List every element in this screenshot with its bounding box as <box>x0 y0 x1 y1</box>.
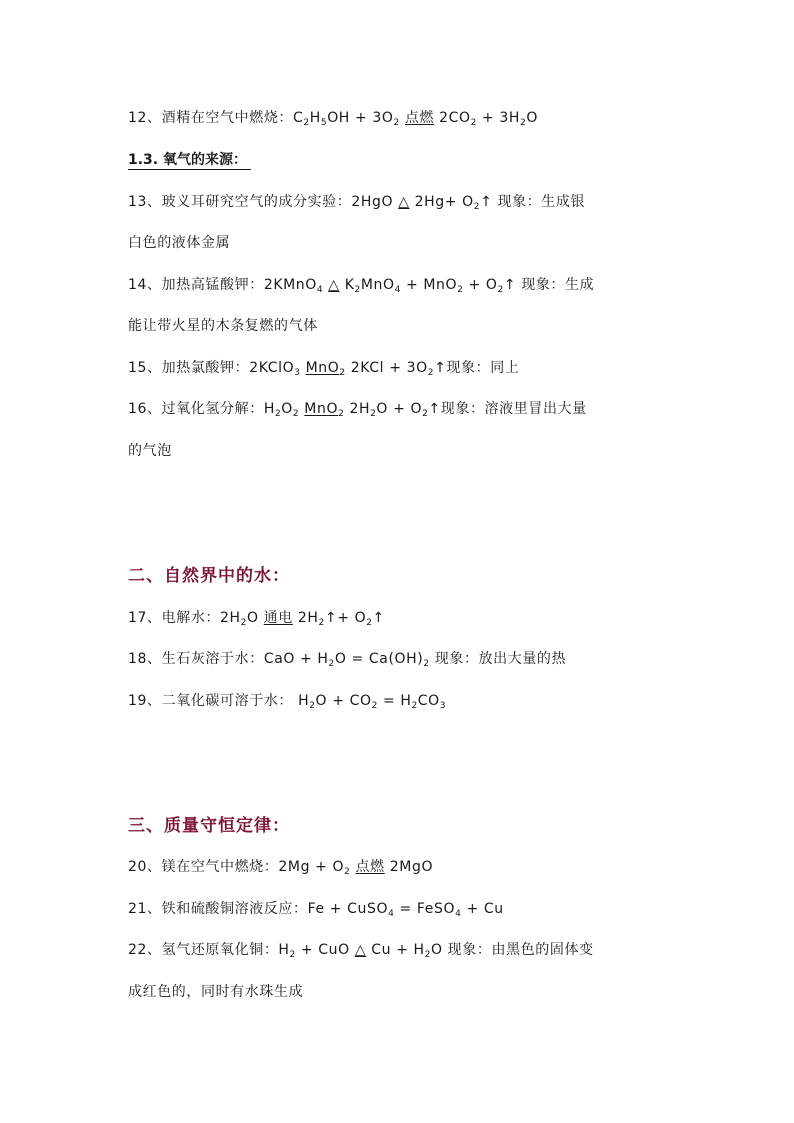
subscript: 4 <box>388 909 395 919</box>
section-heading-mass-conservation: 三、质量守恒定律： <box>128 816 290 836</box>
reaction-14-continued: 能让带火星的木条复燃的气体 <box>128 318 318 334</box>
subscript: 2 <box>344 867 351 877</box>
reaction-text: H <box>309 110 321 126</box>
reaction-text: + CuO <box>295 942 355 958</box>
reaction-text: 16、过氧化氢分解：H <box>128 401 275 417</box>
subscript: 2 <box>497 285 504 295</box>
subscript: 2 <box>370 409 377 419</box>
subscript: 2 <box>292 409 300 419</box>
reaction-text: O <box>281 401 293 417</box>
subscript: 2 <box>411 701 418 711</box>
subscript: 4 <box>394 285 401 295</box>
reaction-text: O = Ca(OH) <box>334 651 424 667</box>
subscript: 2 <box>303 118 310 128</box>
reaction-text: 14、加热高锰酸钾：2KMnO <box>128 277 317 293</box>
subscript: 2 <box>473 202 481 212</box>
reaction-text: 13、玻义耳研究空气的成分实验：2HgO <box>128 194 399 210</box>
heat-condition-icon: △ <box>398 194 410 210</box>
subscript: 2 <box>427 368 435 378</box>
reaction-text: OH + 3O <box>327 110 394 126</box>
reaction-text: 2KCl + 3O <box>345 360 428 376</box>
reaction-text: 21、铁和硫酸铜溶液反应：Fe + CuSO <box>128 901 389 917</box>
subscript: 4 <box>316 285 324 295</box>
reaction-16 <box>128 400 668 418</box>
heat-condition-icon: △ <box>328 277 340 293</box>
reaction-21 <box>128 900 668 918</box>
reaction-text: O 现象：由黑色的固体变 <box>431 942 594 958</box>
reaction-text: 17、电解水：2H <box>128 610 241 626</box>
subscript: 3 <box>439 701 447 711</box>
subscript: 2 <box>274 409 282 419</box>
subscript: 2 <box>318 618 325 628</box>
subscript: 5 <box>320 118 328 128</box>
reaction-text: 22、氢气还原氧化铜：H <box>128 942 290 958</box>
reaction-text: Cu + H <box>366 942 425 958</box>
reaction-condition: 点燃 <box>355 859 385 875</box>
reaction-text: + Cu <box>461 901 504 917</box>
subscript: 2 <box>393 118 400 128</box>
reaction-text: = FeSO <box>394 901 456 917</box>
reaction-13 <box>128 193 668 211</box>
section-heading-natural-water: 二、自然界中的水： <box>128 566 290 586</box>
subscript: 2 <box>366 618 373 628</box>
subscript: 2 <box>328 659 335 669</box>
reaction-22-continued: 成红色的，同时有水珠生成 <box>128 984 304 1000</box>
catalyst-text: MnO <box>305 360 340 376</box>
reaction-20 <box>128 858 668 876</box>
subscript: 2 <box>424 950 431 960</box>
reaction-text: O + CO <box>315 693 372 709</box>
reaction-text: ↑现象：同上 <box>434 360 520 376</box>
reaction-text: + 3H <box>476 110 521 126</box>
reaction-17 <box>128 609 668 627</box>
catalyst-text: MnO <box>304 401 339 417</box>
reaction-text: K <box>339 277 355 293</box>
subscript: 2 <box>422 409 429 419</box>
reaction-text: + O <box>463 277 498 293</box>
reaction-text: 2CO <box>434 110 471 126</box>
reaction-text: 2H <box>292 610 319 626</box>
subscript: 2 <box>470 118 477 128</box>
reaction-condition: 通电 <box>263 610 293 626</box>
reaction-text: 20、镁在空气中燃烧：2Mg + O <box>128 859 345 875</box>
reaction-15 <box>128 359 668 377</box>
reaction-text: O <box>246 610 264 626</box>
reaction-text: 15、加热氯酸钾：2KClO <box>128 360 295 376</box>
subscript: 2 <box>354 285 361 295</box>
reaction-14 <box>128 276 668 294</box>
reaction-22 <box>128 941 668 959</box>
subscript: 2 <box>309 701 316 711</box>
subscript: 2 <box>339 368 346 378</box>
reaction-condition: 点燃 <box>404 110 435 126</box>
reaction-text: 2H <box>344 401 371 417</box>
reaction-text: ↑现象：溶液里冒出大量 <box>428 401 587 417</box>
reaction-text: ↑+ O <box>324 610 367 626</box>
reaction-18 <box>128 650 668 668</box>
reaction-text: 12、酒精在空气中燃烧：C <box>128 110 304 126</box>
reaction-text: + MnO <box>400 277 458 293</box>
subscript: 2 <box>423 659 430 669</box>
reaction-12 <box>128 109 668 127</box>
reaction-13-continued: 白色的液体金属 <box>128 235 231 251</box>
reaction-16-continued: 的气泡 <box>128 443 172 459</box>
subscript: 2 <box>457 285 464 295</box>
reaction-text: CO <box>417 693 440 709</box>
reaction-text: ↑ <box>372 610 385 626</box>
reaction-text: 2MgO <box>384 859 434 875</box>
subscript: 2 <box>289 950 296 960</box>
reaction-19 <box>128 692 668 710</box>
catalyst-condition <box>304 401 344 417</box>
reaction-text: 2Hg+ O <box>409 194 474 210</box>
reaction-text: O <box>526 110 539 126</box>
subscript: 3 <box>294 368 301 378</box>
reaction-text: 18、生石灰溶于水：CaO + H <box>128 651 329 667</box>
subscript: 4 <box>455 909 462 919</box>
catalyst-condition <box>306 360 346 376</box>
reaction-text: 19、二氧化碳可溶于水： H <box>128 693 310 709</box>
reaction-text: 现象：放出大量的热 <box>429 651 567 667</box>
subscript: 2 <box>338 409 345 419</box>
reaction-text: MnO <box>360 277 395 293</box>
subsection-heading: 1.3. 氧气的来源： <box>128 151 251 170</box>
subscript: 2 <box>371 701 378 711</box>
reaction-text: O + O <box>376 401 423 417</box>
reaction-text: ↑ 现象：生成银 <box>480 194 586 210</box>
reaction-text: ↑ 现象：生成 <box>503 277 595 293</box>
subscript: 2 <box>240 618 247 628</box>
heat-condition-icon: △ <box>354 942 367 958</box>
reaction-text: = H <box>377 693 412 709</box>
subscript: 2 <box>520 118 527 128</box>
